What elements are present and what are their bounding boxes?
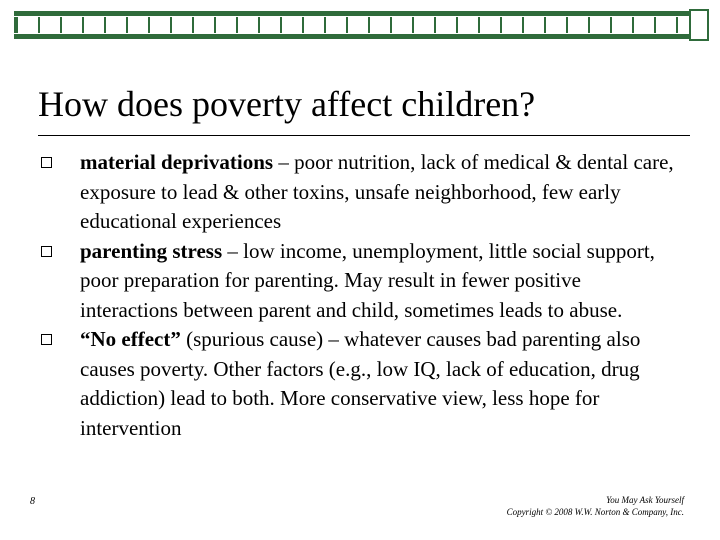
copyright-line-2: Copyright © 2008 W.W. Norton & Company, Inc. [506,507,684,517]
hollow-square-bullet-icon [41,334,52,345]
bullet-item [40,325,680,443]
page-number: 8 [30,496,35,507]
slide-title: How does poverty affect children? [38,84,536,124]
bullet-text: (spurious cause) – whatever causes bad parenting also causes poverty. Other factors (e.g., low IQ, lack of education, drug addiction) lead to both. More conservative view, less hope for intervention [80,327,641,440]
bullet-item [40,237,680,326]
top-bar-end-box [689,9,709,41]
bullet-term: “No effect” [80,327,181,351]
bullet-term: material deprivations [80,150,274,174]
copyright-notice [507,494,684,518]
hollow-square-bullet-icon [41,157,52,168]
top-bar-grid [14,17,709,33]
bullet-text: – poor nutrition, lack of medical & dental care, exposure to lead & other toxins, unsafe neighborhood, few early educational experiences [80,150,674,233]
hollow-square-bullet-icon [41,246,52,257]
top-bar-strip-lower [14,34,709,39]
bullet-term: parenting stress [80,238,223,263]
decorative-top-bar [14,8,709,40]
bullet-item [40,148,680,237]
bullet-text: – low income, unemployment, little social support, poor preparation for parenting. May result in fewer positive interactions between parent and child, sometimes leads to abuse. [80,238,655,322]
bullet-list [40,148,680,443]
copyright-line-1: You May Ask Yourself [606,495,684,505]
top-bar-strip-upper [14,11,709,16]
title-divider [38,135,690,136]
